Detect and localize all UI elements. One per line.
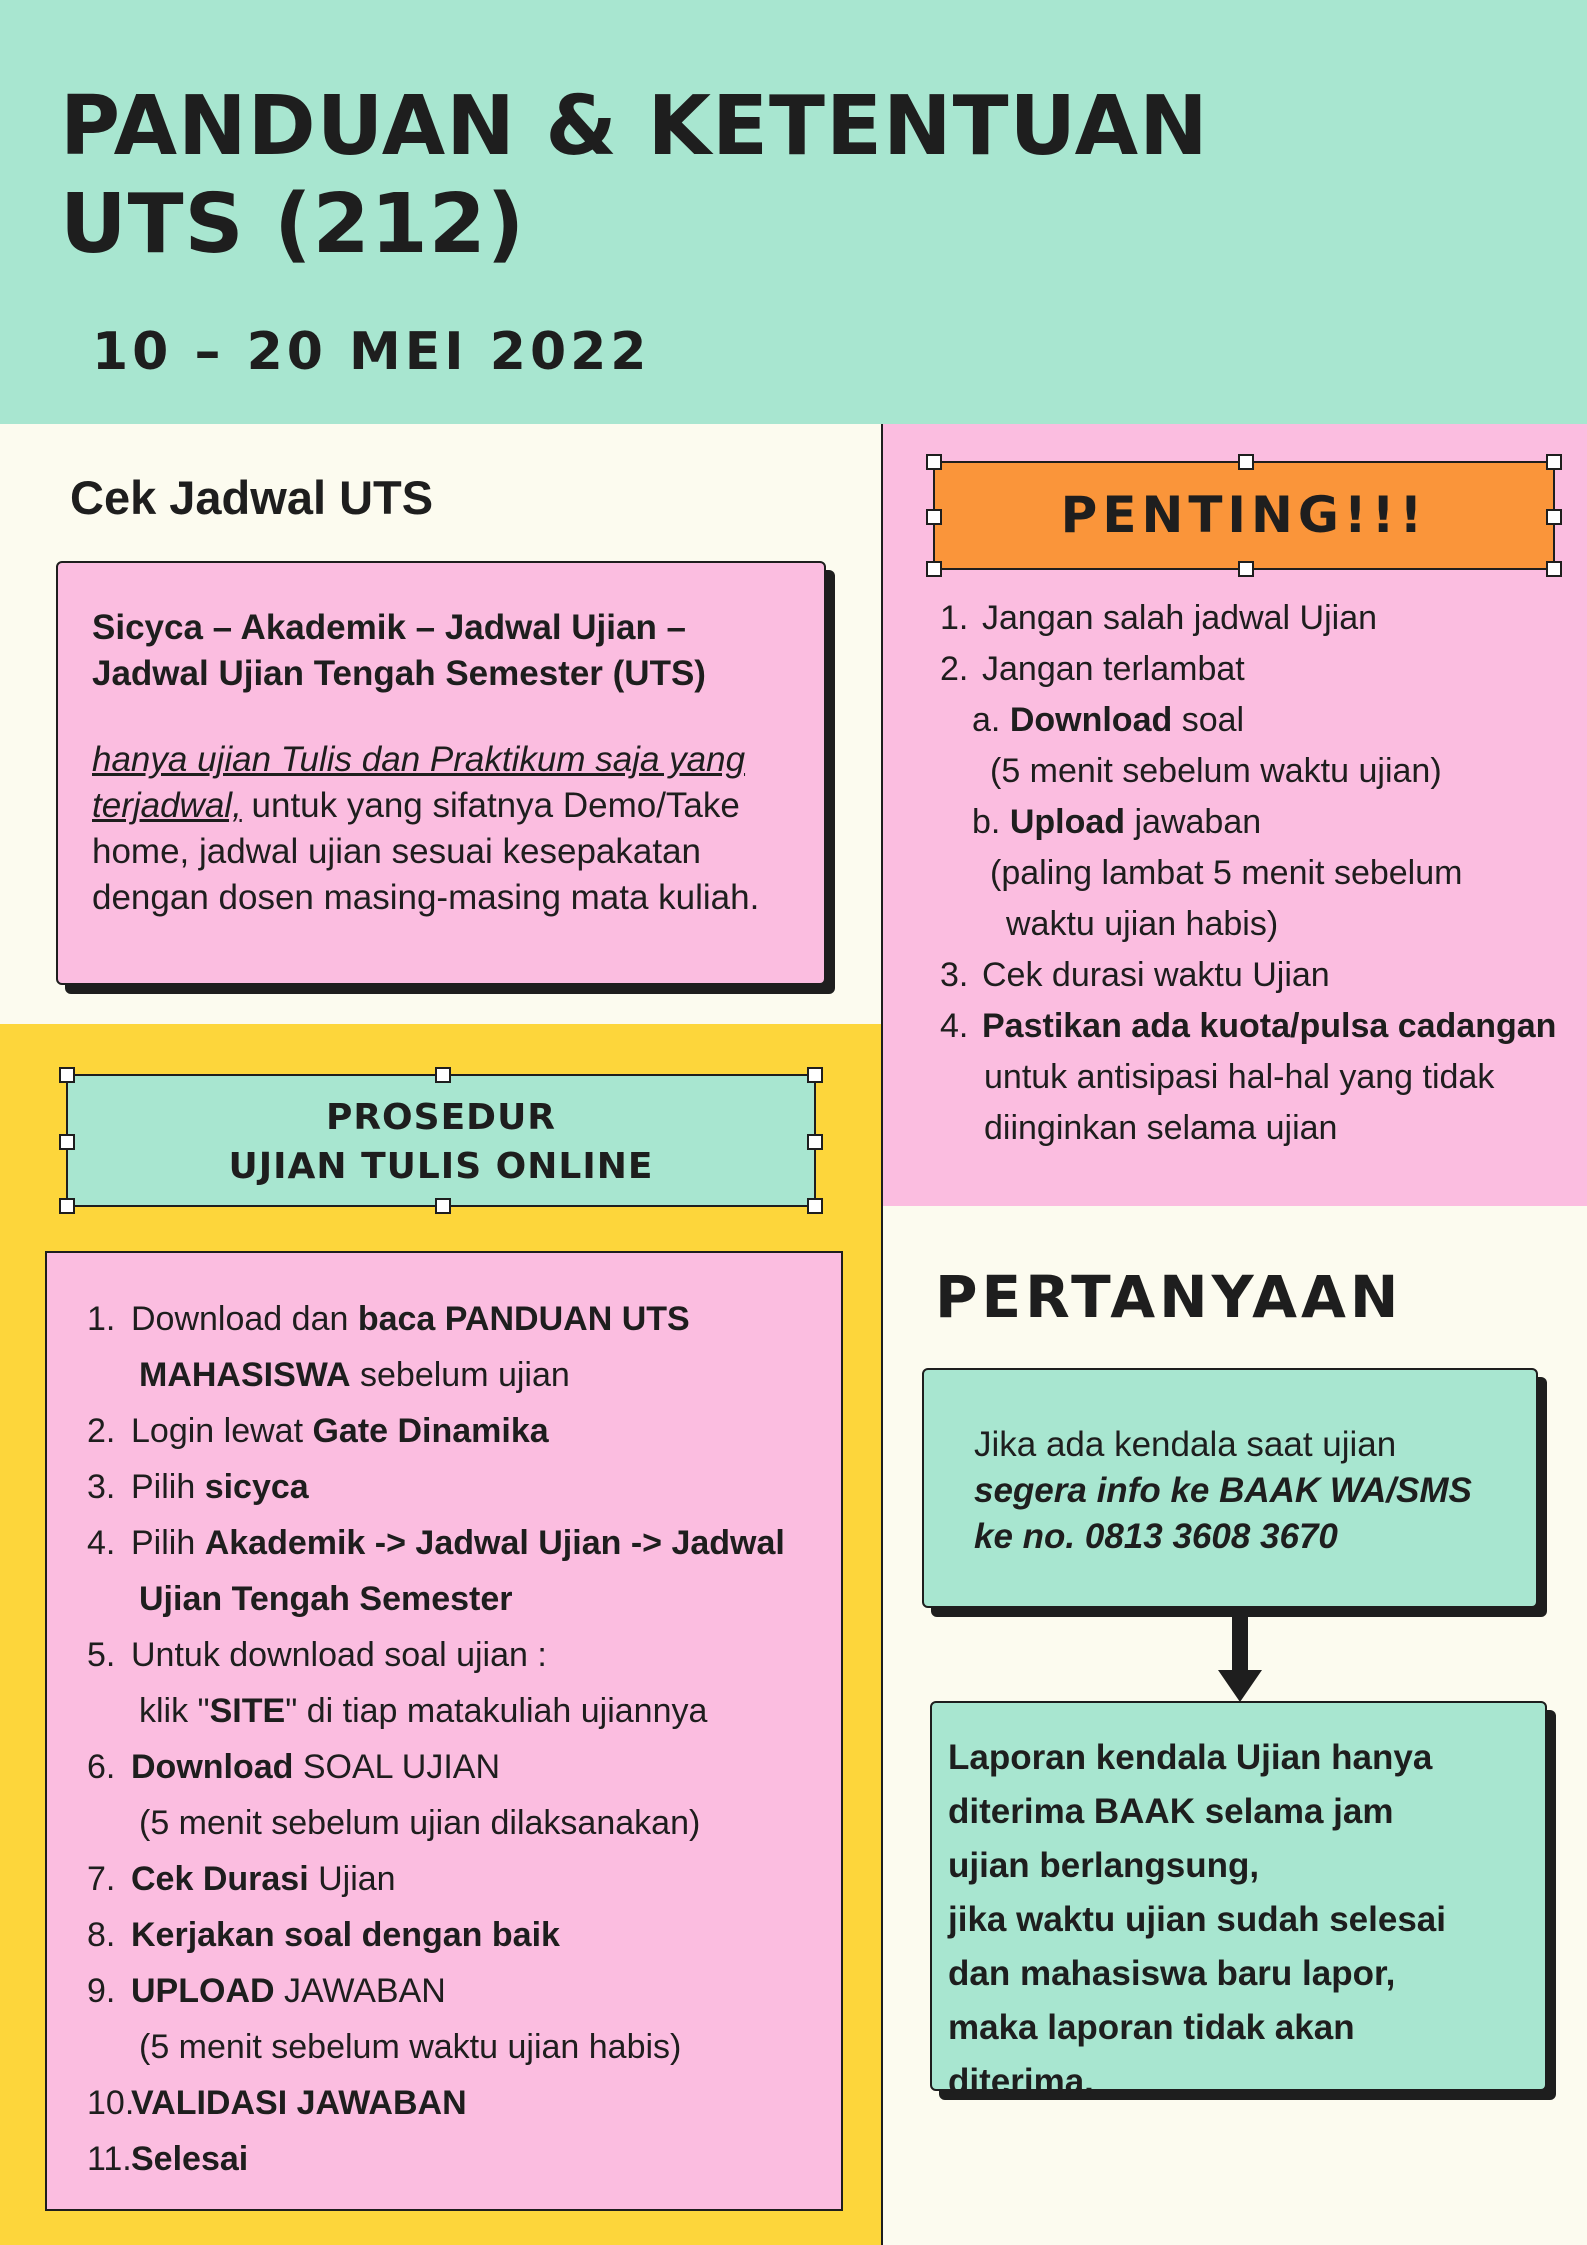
item-text: Cek durasi waktu Ujian [982, 956, 1330, 994]
list-item-note: (5 menit sebelum waktu ujian) [990, 752, 1442, 790]
page-title [60, 78, 1560, 274]
resize-handle[interactable] [435, 1067, 451, 1083]
step-bold-text: baca PANDUAN UTS [357, 1300, 690, 1338]
resize-handle[interactable] [59, 1067, 75, 1083]
resize-handle[interactable] [1238, 561, 1254, 577]
step-line [131, 1851, 821, 1907]
resize-handle[interactable] [926, 454, 942, 470]
list-item [940, 695, 1580, 746]
item-bold: Upload [1009, 803, 1126, 841]
step-line [131, 1907, 821, 1963]
step-bold-text: Cek Durasi [131, 1860, 309, 1898]
item-number: 8. [87, 1916, 116, 1954]
jadwal-heading: Cek Jadwal UTS [70, 471, 434, 524]
prosedur-card [45, 1251, 843, 2211]
jadwal-note [92, 737, 790, 921]
title-line-1: PANDUAN & KETENTUAN [60, 79, 1209, 174]
step-line [131, 2075, 821, 2131]
item-number: 4. [940, 1007, 969, 1045]
step-line [131, 1739, 821, 1795]
resize-handle[interactable] [1546, 509, 1562, 525]
item-number: 4. [87, 1524, 116, 1562]
item-letter: a. [972, 701, 1001, 739]
step-continuation [131, 1795, 821, 1851]
route-line-2: Jadwal Ujian Tengah Semester (UTS) [92, 654, 706, 693]
laporan-line: diterima. [948, 2062, 1094, 2101]
laporan-line: jika waktu ujian sudah selesai [948, 1900, 1446, 1939]
step-text: Untuk download soal ujian : [131, 1636, 547, 1674]
resize-handle[interactable] [926, 509, 942, 525]
list-item [940, 797, 1580, 848]
list-item [940, 593, 1580, 644]
step-line [131, 1459, 821, 1515]
step-text: klik " [139, 1692, 210, 1730]
step-bold-text: SITE [209, 1692, 286, 1730]
step-bold-text: Ujian Tengah Semester [139, 1580, 513, 1618]
step-text: SOAL UJIAN [293, 1748, 501, 1786]
penting-list [940, 593, 1580, 1154]
contact-card [922, 1368, 1538, 1608]
list-item [87, 1963, 821, 2075]
list-item [87, 1403, 821, 1459]
list-item [87, 1459, 821, 1515]
contact-phone: ke no. 0813 3608 3670 [974, 1517, 1338, 1556]
item-number: 9. [87, 1972, 116, 2010]
step-text: (5 menit sebelum ujian dilaksanakan) [139, 1804, 701, 1842]
step-line [131, 1627, 821, 1683]
prosedur-title-line-2: UJIAN TULIS ONLINE [228, 1146, 654, 1187]
step-bold-text: UPLOAD [131, 1972, 275, 2010]
penting-title-box [933, 461, 1555, 570]
item-number: 1. [87, 1300, 116, 1338]
step-bold-text: Gate Dinamika [312, 1412, 549, 1450]
step-text: Pilih [131, 1468, 205, 1506]
item-number: 2. [940, 650, 969, 688]
step-text: Ujian [308, 1860, 396, 1898]
step-continuation [131, 1571, 821, 1627]
exam-date: 10 – 20 MEI 2022 [92, 322, 651, 382]
item-text: Jangan terlambat [982, 650, 1245, 688]
step-text: Login lewat [131, 1412, 313, 1450]
prosedur-title-line-1: PROSEDUR [325, 1097, 557, 1138]
list-item [87, 2131, 821, 2187]
step-continuation [131, 2019, 821, 2075]
item-text: jawaban [1125, 803, 1262, 841]
laporan-line: maka laporan tidak akan [948, 2008, 1355, 2047]
item-bold: Pastikan ada kuota/pulsa cadangan [982, 1007, 1557, 1045]
step-text: Download dan [131, 1300, 358, 1338]
step-text: " di tiap matakuliah ujiannya [285, 1692, 708, 1730]
item-number: 3. [87, 1468, 116, 1506]
step-line [131, 1291, 821, 1347]
resize-handle[interactable] [807, 1134, 823, 1150]
step-continuation [131, 1347, 821, 1403]
step-line [131, 1515, 821, 1571]
laporan-line: diterima BAAK selama jam [948, 1792, 1394, 1831]
jadwal-route [92, 605, 790, 697]
step-bold-text: VALIDASI JAWABAN [131, 2084, 467, 2122]
item-number: 1. [940, 599, 969, 637]
laporan-line: Laporan kendala Ujian hanya [948, 1738, 1433, 1777]
arrow-down-icon [1218, 1608, 1262, 1702]
resize-handle[interactable] [926, 561, 942, 577]
list-item [940, 644, 1580, 695]
step-continuation [131, 1683, 821, 1739]
item-number: 5. [87, 1636, 116, 1674]
step-text: Pilih [131, 1524, 205, 1562]
list-item [940, 1001, 1580, 1052]
jadwal-note-rest: untuk yang sifatnya Demo/Take home, jadwal ujian sesuai kesepakatan dengan dosen masing-masing mata kuliah. [92, 786, 760, 917]
resize-handle[interactable] [1238, 454, 1254, 470]
item-text: soal [1172, 701, 1245, 739]
list-item-note: waktu ujian habis) [1006, 905, 1279, 943]
item-number: 2. [87, 1412, 116, 1450]
resize-handle[interactable] [1546, 561, 1562, 577]
resize-handle[interactable] [807, 1198, 823, 1214]
list-item [940, 950, 1580, 1001]
item-number: 3. [940, 956, 969, 994]
step-text: sebelum ujian [350, 1356, 570, 1394]
jadwal-card [56, 561, 826, 985]
resize-handle[interactable] [435, 1198, 451, 1214]
list-item-note: (paling lambat 5 menit sebelum [990, 854, 1463, 892]
step-line [131, 1963, 821, 2019]
item-letter: b. [972, 803, 1001, 841]
list-item-note: diinginkan selama ujian [984, 1109, 1338, 1147]
item-number: 10. [87, 2084, 135, 2122]
laporan-line: dan mahasiswa baru lapor, [948, 1954, 1396, 1993]
list-item [87, 1291, 821, 1403]
step-bold-text: Download [131, 1748, 294, 1786]
item-text: Jangan salah jadwal Ujian [982, 599, 1378, 637]
step-text: JAWABAN [274, 1972, 446, 2010]
step-bold-text: Akademik -> Jadwal Ujian -> Jadwal [204, 1524, 785, 1562]
pertanyaan-heading: PERTANYAAN [935, 1263, 1403, 1331]
list-item [87, 1907, 821, 1963]
resize-handle[interactable] [1546, 454, 1562, 470]
penting-title: PENTING!!! [1060, 486, 1428, 544]
list-item-note: untuk antisipasi hal-hal yang tidak [984, 1058, 1495, 1096]
laporan-line: ujian berlangsung, [948, 1846, 1260, 1885]
contact-line-2: segera info ke BAAK WA/SMS [974, 1471, 1472, 1510]
item-bold: Download [1009, 701, 1173, 739]
title-line-2: UTS (212) [60, 177, 526, 272]
prosedur-title-box [66, 1074, 816, 1207]
step-bold-text: MAHASISWA [139, 1356, 351, 1394]
list-item [87, 2075, 821, 2131]
laporan-card [930, 1701, 1547, 2101]
list-item [87, 1851, 821, 1907]
step-bold-text: sicyca [204, 1468, 309, 1506]
step-line [131, 1403, 821, 1459]
route-line-1: Sicyca – Akademik – Jadwal Ujian – [92, 608, 687, 647]
contact-line-1: Jika ada kendala saat ujian [974, 1425, 1397, 1464]
item-number: 11. [87, 2140, 132, 2178]
list-item [87, 1515, 821, 1627]
item-number: 6. [87, 1748, 116, 1786]
step-bold-text: Kerjakan soal dengan baik [131, 1916, 560, 1954]
step-bold-text: Selesai [131, 2140, 249, 2178]
resize-handle[interactable] [59, 1134, 75, 1150]
resize-handle[interactable] [807, 1067, 823, 1083]
list-item [87, 1627, 821, 1739]
prosedur-steps [87, 1291, 821, 2187]
list-item [87, 1739, 821, 1851]
item-number: 7. [87, 1860, 116, 1898]
resize-handle[interactable] [59, 1198, 75, 1214]
step-text: (5 menit sebelum waktu ujian habis) [139, 2028, 682, 2066]
vertical-divider [881, 424, 883, 2245]
step-line [131, 2131, 821, 2187]
jadwal-note-underlined: hanya ujian Tulis dan Praktikum saja yang terjadwal, [92, 740, 746, 825]
